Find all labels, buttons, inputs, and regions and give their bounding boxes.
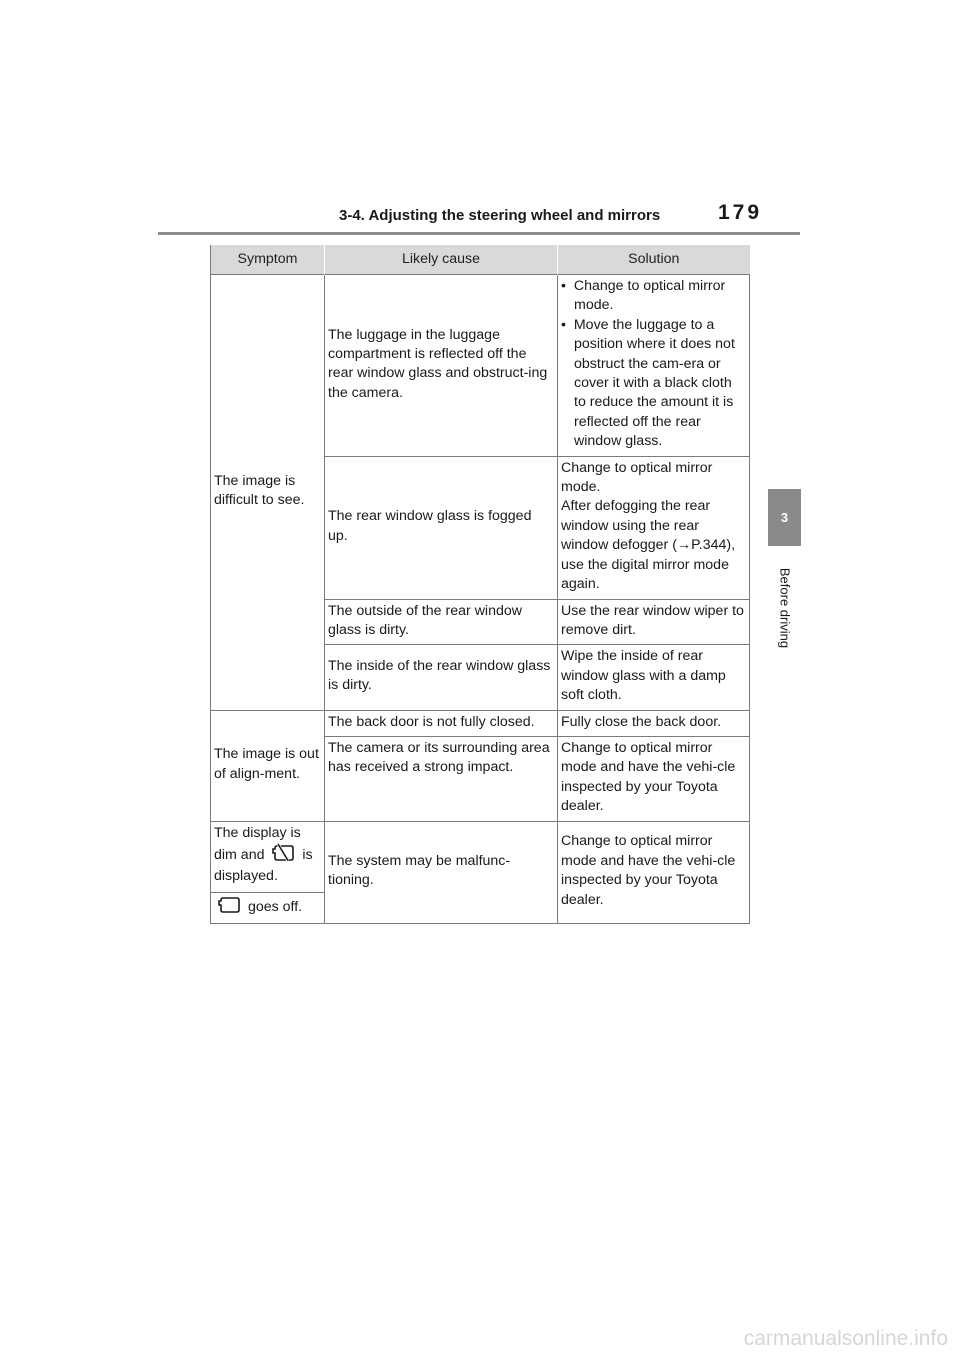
chapter-tab[interactable] xyxy=(768,489,801,546)
solution-bullet: • Move the luggage to a position where it does not obstruct the cam-era or cover it with a black cloth to reduce the amount it is reflected off the rear window glass. xyxy=(561,316,745,452)
solution-cell: Change to optical mirror mode and have the vehi-cle inspected by your Toyota dealer. xyxy=(558,821,750,923)
column-header-likely-cause: Likely cause xyxy=(325,245,558,275)
table-row xyxy=(211,710,750,736)
table-row xyxy=(211,275,750,457)
column-header-solution: Solution xyxy=(558,245,750,275)
cause-cell: The camera or its surrounding area has received a strong impact. xyxy=(325,736,558,821)
symptom-cell: The image is out of align-ment. xyxy=(211,710,325,821)
table-header-row xyxy=(211,245,750,275)
camera-slash-icon xyxy=(271,843,295,867)
symptom-suffix-text: is displayed. xyxy=(214,846,313,885)
solution-cell xyxy=(558,456,750,599)
cause-cell: The system may be malfunc-tioning. xyxy=(325,821,558,923)
solution-bullet: • Change to optical mirror mode. xyxy=(561,277,745,316)
camera-outline-icon xyxy=(217,895,241,919)
column-header-symptom: Symptom xyxy=(211,245,325,275)
chapter-number: 3 xyxy=(780,510,789,525)
cause-cell: The luggage in the luggage compartment is reflected off the rear window glass and obstruct-ing the camera. xyxy=(325,275,558,457)
symptom-prefix-text: The display is dim and xyxy=(214,824,301,863)
cause-cell: The outside of the rear window glass is dirty. xyxy=(325,599,558,645)
solution-cell xyxy=(558,275,750,457)
symptom-cell xyxy=(211,821,325,892)
section-title: 3-4. Adjusting the steering wheel and mirrors xyxy=(339,207,661,224)
symptom-suffix-text: goes off. xyxy=(247,898,303,915)
footer-watermark[interactable]: carmanualsonline.info xyxy=(743,1327,948,1350)
symptom-cell: The image is difficult to see. xyxy=(211,275,325,711)
header-divider xyxy=(158,232,800,235)
solution-cell: Use the rear window wiper to remove dirt. xyxy=(558,599,750,645)
solution-line: Change to optical mirror mode. xyxy=(561,459,713,496)
chapter-label: Before driving xyxy=(777,567,793,649)
cause-cell: The back door is not fully closed. xyxy=(325,710,558,736)
table-row xyxy=(211,821,750,892)
solution-cell: Fully close the back door. xyxy=(558,710,750,736)
solution-cell: Change to optical mirror mode and have the vehi-cle inspected by your Toyota dealer. xyxy=(558,736,750,821)
solution-cell: Wipe the inside of rear window glass with a damp soft cloth. xyxy=(558,645,750,710)
symptom-cell xyxy=(211,892,325,923)
solution-line: After defogging the rear window using the rear window defogger (→P.344), use the digital mirror mode again. xyxy=(561,498,736,593)
troubleshooting-table xyxy=(210,245,750,924)
solution-bullet-list xyxy=(561,277,745,452)
cause-cell: The inside of the rear window glass is dirty. xyxy=(325,645,558,710)
page-number: 179 xyxy=(718,201,763,224)
cause-cell: The rear window glass is fogged up. xyxy=(325,456,558,599)
